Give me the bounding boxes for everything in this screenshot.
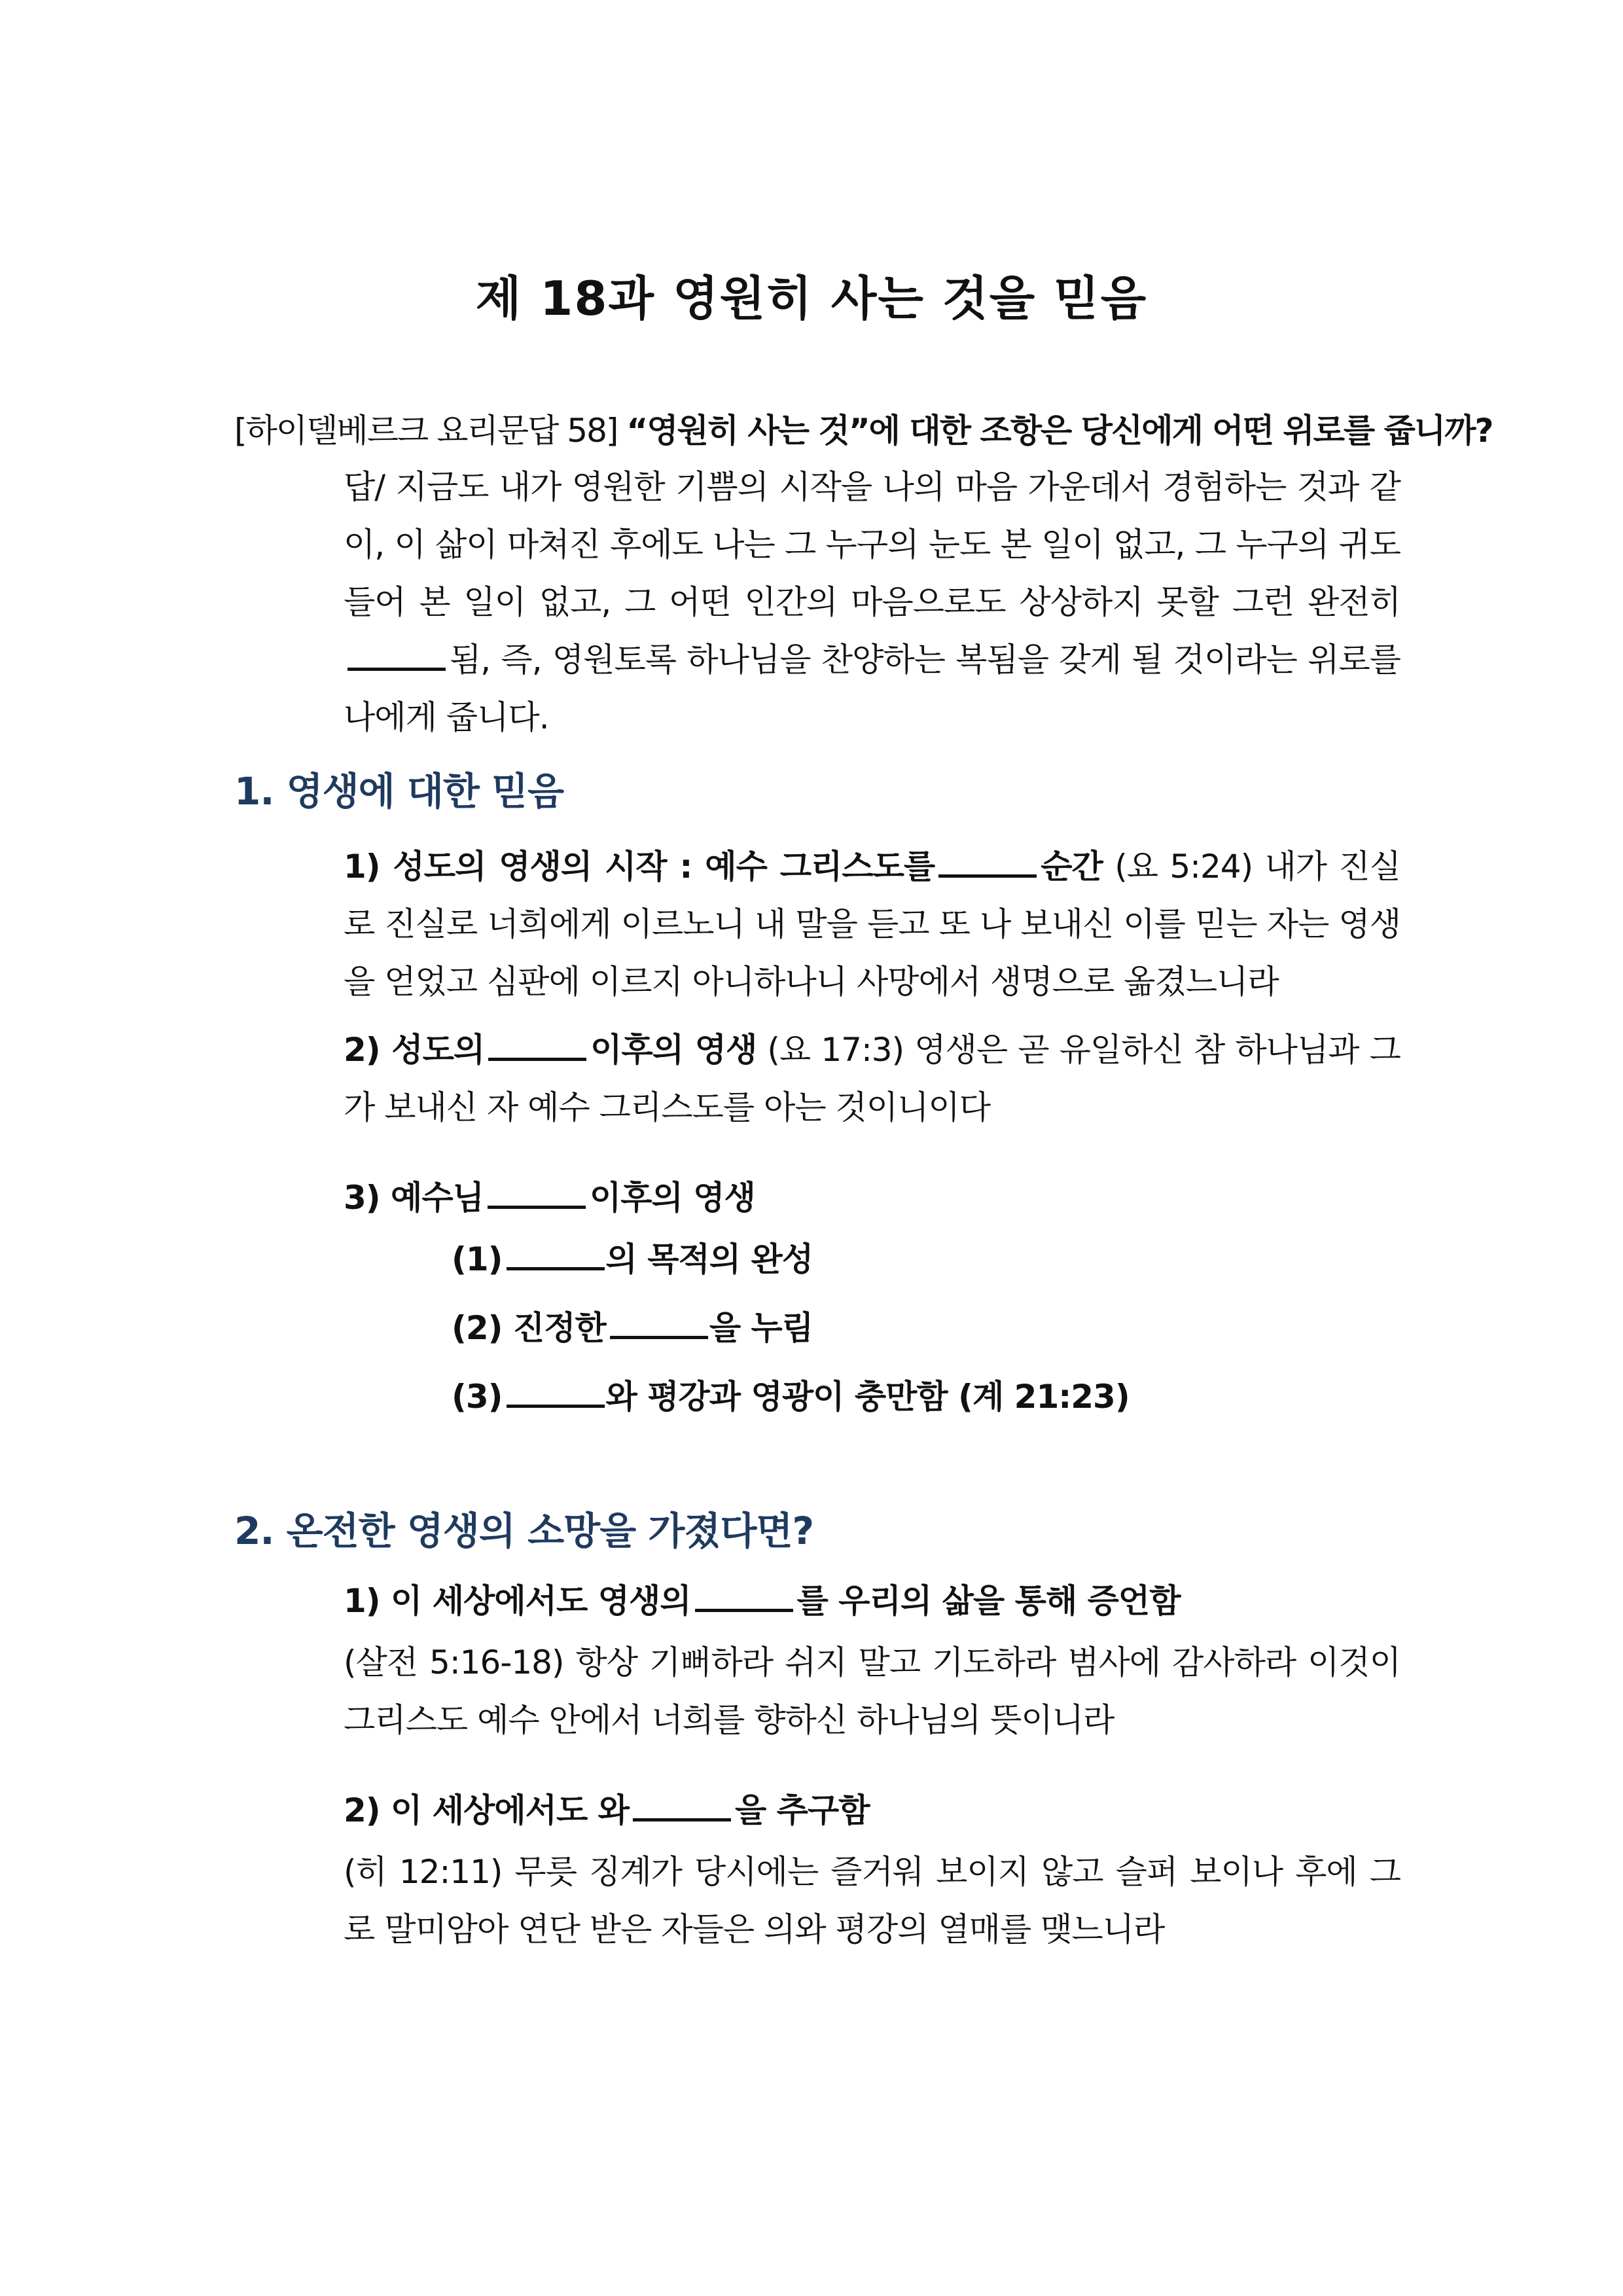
catechism-answer [344, 458, 1400, 746]
section2-item2-verse: (히 12:11) 무릇 징계가 당시에는 즐거워 보이지 않고 슬퍼 보이나 후에 그로 말미암아 연단 받은 자들은 의와 평강의 열매를 맺느니라 [344, 1853, 1400, 1948]
sub1-blank [507, 1234, 605, 1270]
section1-item1-title-b: 순간 [1041, 848, 1103, 886]
section1-item3 [344, 1169, 1400, 1227]
section2-item2-blank [633, 1785, 731, 1821]
catechism-question-line [234, 404, 1493, 452]
section1-item1-blank [938, 842, 1037, 878]
section1-item3-sub1 [452, 1230, 813, 1288]
section1-item3-blank [488, 1173, 586, 1209]
catechism-reference: [하이델베르크 요리문답 58] [234, 412, 618, 450]
sub3-blank [507, 1372, 605, 1408]
section2-heading: 2. 온전한 영생의 소망을 가졌다면? [234, 1509, 814, 1553]
sub2-blank [610, 1303, 708, 1339]
sub3-suffix: 와 평강과 영광이 충만함 (계 21:23) [605, 1378, 1130, 1416]
section2-item1-title-b: 를 우리의 삶을 통해 증언함 [796, 1582, 1181, 1620]
section2-item1-title [344, 1572, 1400, 1630]
section1-item3-sub2 [452, 1299, 813, 1357]
sub3-prefix: (3) [452, 1378, 503, 1416]
section1-heading: 1. 영생에 대한 믿음 [234, 769, 564, 814]
section2-item2-title-a: 2) 이 세상에서도 와 [344, 1791, 629, 1829]
section2-item2-title-b: 을 추구함 [734, 1791, 870, 1829]
sub1-suffix: 의 목적의 완성 [605, 1240, 813, 1278]
section1-item2 [344, 1021, 1400, 1136]
sub2-prefix: (2) 진정한 [452, 1309, 606, 1347]
page-title: 제 18과 영원히 사는 것을 믿음 [475, 271, 1148, 326]
section2-item1-title-a: 1) 이 세상에서도 영생의 [344, 1582, 691, 1620]
catechism-question: “영원히 사는 것”에 대한 조항은 당신에게 어떤 위로를 줍니까? [626, 412, 1493, 450]
section1-item1 [344, 838, 1400, 1011]
section1-item3-title-b: 이후의 영생 [589, 1179, 755, 1217]
section1-item1-title-a: 1) 성도의 영생의 시작 : 예수 그리스도를 [344, 848, 935, 886]
section2-item1-blank [695, 1576, 793, 1612]
section1-item3-title-a: 3) 예수님 [344, 1179, 484, 1217]
section1-item2-blank [488, 1025, 586, 1061]
answer-text-a: 답/ 지금도 내가 영원한 기쁨의 시작을 나의 마음 가운데서 경험하는 것과 같이, 이 삶이 마쳐진 후에도 나는 그 누구의 눈도 본 일이 없고, 그 누구의 귀도 들어 본 일이 없고, 그 어떤 인간의 마음으로도 상상하지 못할 그런 완전히 [344, 468, 1400, 621]
sub1-prefix: (1) [452, 1240, 503, 1278]
section1-item2-verse: (요 17:3) 영생은 곧 유일하신 참 하나님과 그가 보내신 자 예수 그리스도를 아는 것이니이다 [344, 1031, 1400, 1126]
answer-text-b: 됨, 즉, 영원토록 하나님을 찬양하는 복됨을 갖게 될 것이라는 위로를 나에게 줍니다. [344, 641, 1400, 736]
sub2-suffix: 을 누림 [709, 1309, 813, 1347]
section2-item1-verse: (살전 5:16-18) 항상 기뻐하라 쉬지 말고 기도하라 범사에 감사하라 이것이 그리스도 예수 안에서 너희를 향하신 하나님의 뜻이니라 [344, 1643, 1400, 1739]
section1-item2-title-a: 2) 성도의 [344, 1031, 485, 1069]
section2-item2-title [344, 1782, 1400, 1839]
section1-item1-verse: (요 5:24) 내가 진실로 진실로 너희에게 이르노니 내 말을 듣고 또 나 보내신 이를 믿는 자는 영생을 얻었고 심판에 이르지 아니하나니 사망에서 생명으로 옮겼느니라 [344, 848, 1400, 1001]
section1-item3-sub3 [452, 1368, 1130, 1426]
answer-blank [348, 635, 446, 671]
section1-item2-title-b: 이후의 영생 [590, 1031, 757, 1069]
